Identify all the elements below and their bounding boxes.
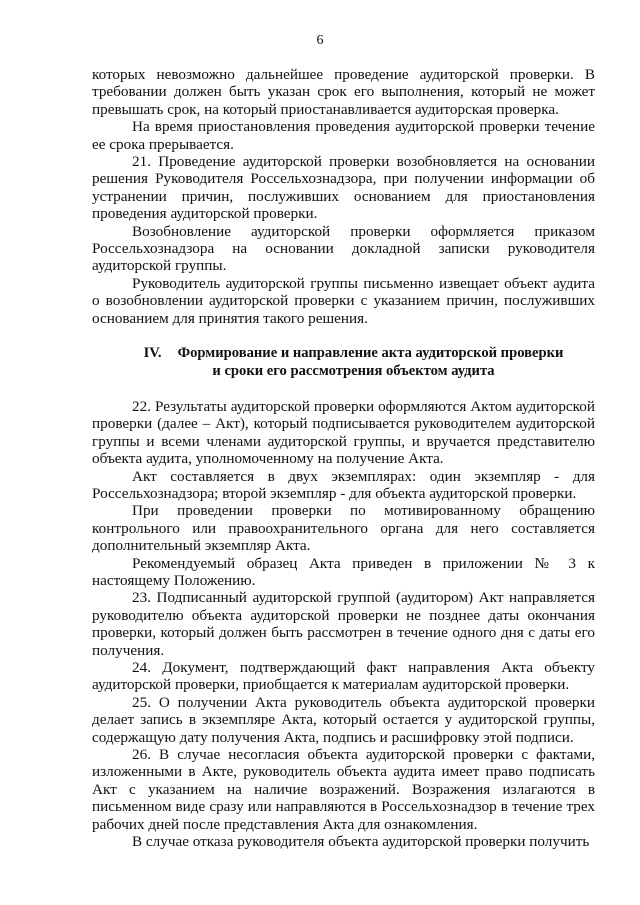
paragraph: В случае отказа руководителя объекта аудиторской проверки получить [132,833,590,851]
paragraph: 23. Подписанный аудиторской группой (аудитором) Акт направляется руководителю объекта аудиторской проверки не позднее даты окончания проверки, который должен быть рассмотрен в течение одного дня с даты его получения. [92,589,595,659]
paragraph: 22. Результаты аудиторской проверки оформляются Актом аудиторской проверки (далее – Акт), который подписывается руководителем аудиторской группы и всеми членами аудиторской группы, и вручается представителю объекта аудита, уполномоченному на получение Акта. [92,397,595,468]
paragraph: Акт составляется в двух экземплярах: один экземпляр - для Россельхознадзора; второй экземпляр - для объекта аудиторской проверки. [92,467,595,502]
section-title-part-1: Формирование и направление акта аудиторской проверки [177,345,564,362]
paragraph: Руководитель аудиторской группы письменно извещает объект аудита о возобновлении аудиторской проверки с указанием причин, послуживших основанием для принятия такого решения. [92,274,595,327]
paragraph: Возобновление аудиторской проверки оформляется приказом Россельхознадзора на основании докладной записки руководителя аудиторской группы. [92,222,595,275]
section-heading-line-1 [112,345,595,362]
section-heading [92,345,595,380]
paragraph: 24. Документ, подтверждающий факт направления Акта объекту аудиторской проверки, приобщается к материалам аудиторской проверки. [92,659,595,694]
section-numeral: IV. [143,345,162,362]
paragraph: При проведении проверки по мотивированному обращению контрольного или правоохранительного органа для него составляется дополнительный экземпляр Акта. [92,502,595,555]
paragraph: Рекомендуемый образец Акта приведен в приложении № 3 к настоящему Положению. [92,554,595,589]
paragraph: которых невозможно дальнейшее проведение аудиторской проверки. В требовании должен быть указан срок его выполнения, который не может превышать срок, на который приостанавливается аудиторская проверка. [92,66,595,118]
document-body [92,66,595,850]
paragraph: 25. О получении Акта руководитель объекта аудиторской проверки делает запись в экземпляре Акта, который остается у аудиторской группы, содержащую дату получения Акта, подпись и расшифровку этой подписи. [92,693,595,746]
page-number: 6 [316,33,324,48]
paragraph: 26. В случае несогласия объекта аудиторской проверки с фактами, изложенными в Акте, руководитель объекта аудита имеет право подписать Акт с указанием на наличие возражений. Возражения излагаются в письменном виде сразу или направляются в Россельхознадзор в течение трех рабочих дней после представления Акта для ознакомления. [92,746,595,833]
paragraph: На время приостановления проведения аудиторской проверки течение ее срока прерывается. [92,118,595,153]
section-title-part-2: и сроки его рассмотрения объектом аудита [212,362,495,379]
paragraph: 21. Проведение аудиторской проверки возобновляется на основании решения Руководителя Россельхознадзора, при получении информации об устранении причин, послуживших основанием для приостановления проведения аудиторской проверки. [92,153,595,223]
